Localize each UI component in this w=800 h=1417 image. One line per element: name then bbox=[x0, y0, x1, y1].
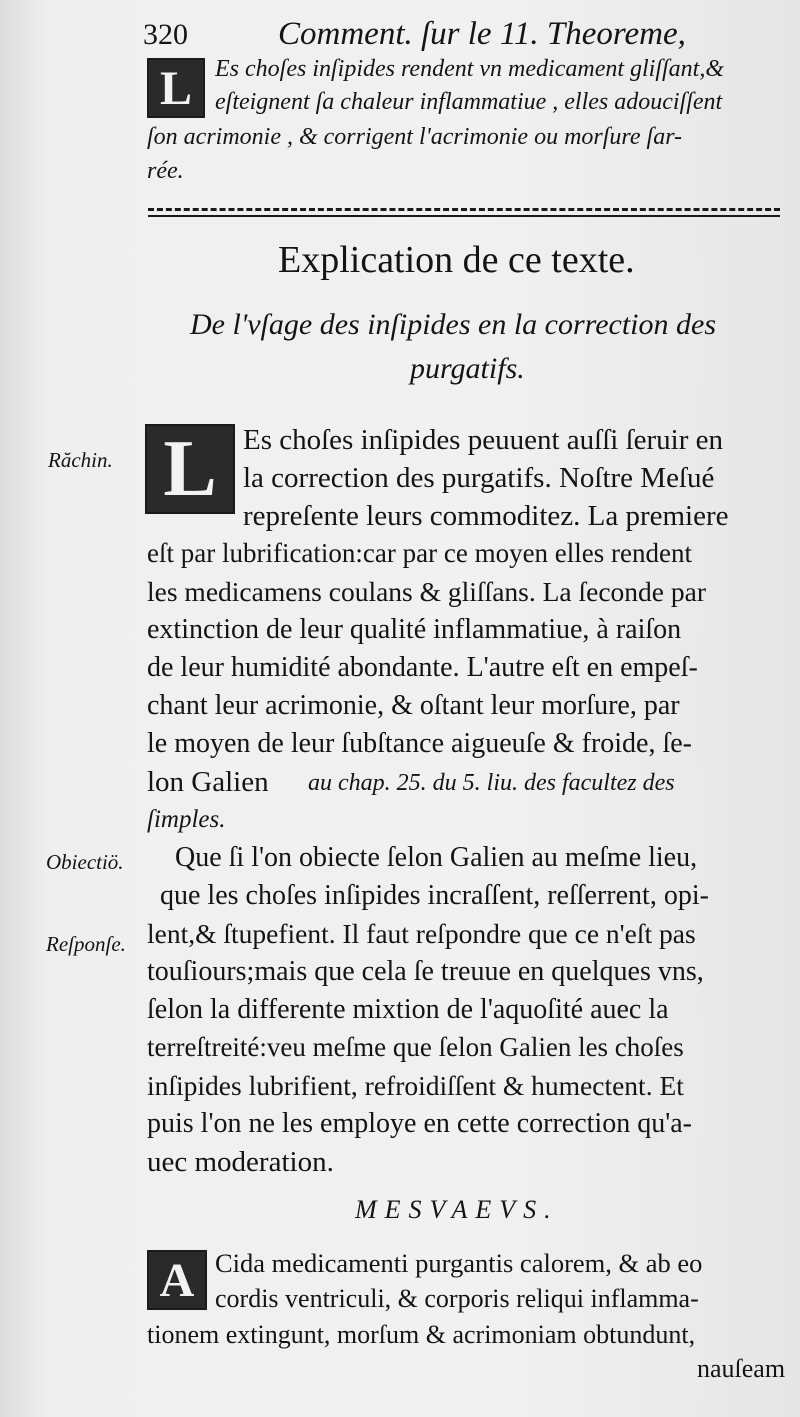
summary-line-2: eſteignent ſa chaleur inflammatiue , elles adouciſſent bbox=[215, 89, 723, 115]
citation-end: ſimples. bbox=[147, 806, 226, 833]
section-subheading-line-2: purgatifs. bbox=[410, 352, 525, 385]
body-line-10: lon Galien bbox=[147, 766, 269, 798]
body-line-17: inſipides lubrifient, refroidiſſent & humectent. Et bbox=[147, 1070, 684, 1101]
citation: au chap. 25. du 5. liu. des facultez des bbox=[308, 770, 675, 796]
catchword: nauſeam bbox=[697, 1354, 786, 1383]
separator-rule-solid bbox=[148, 215, 780, 217]
margin-note-responce: Reſponſe. bbox=[46, 932, 126, 956]
body-line-4: eſt par lubrification:car par ce moyen elles rendent bbox=[147, 538, 692, 568]
body-line-15: ſelon la differente mixtion de l'aquoſité auec la bbox=[147, 994, 669, 1025]
latin-line-2: cordis ventriculi, & corporis reliqui inflamma- bbox=[215, 1284, 699, 1313]
ornamental-initial-latin: A bbox=[147, 1250, 207, 1310]
margin-note-rachin: Răchin. bbox=[48, 448, 113, 472]
body-line-7: de leur humidité abondante. L'autre eſt en empeſ- bbox=[147, 652, 698, 683]
running-title: Comment. ſur le 11. Theoreme, bbox=[278, 16, 686, 52]
body-line-1: Es choſes inſipides peuuent auſſi ſeruir en bbox=[243, 424, 723, 456]
body-line-11: Que ſi l'on obiecte ſelon Galien au meſme lieu, bbox=[175, 842, 698, 873]
body-line-16: terreſtreité:veu meſme que ſelon Galien les choſes bbox=[147, 1032, 684, 1062]
body-line-8: chant leur acrimonie, & oſtant leur morſure, par bbox=[147, 690, 680, 721]
ornamental-initial-summary: L bbox=[147, 58, 205, 118]
section-heading: Explication de ce texte. bbox=[278, 239, 635, 281]
ornamental-initial-body: L bbox=[145, 424, 235, 514]
section-subheading-line-1: De l'vſage des inſipides en la correction des bbox=[190, 308, 717, 341]
body-line-13: lent,& ſtupefient. Il faut reſpondre que ce n'eſt pas bbox=[147, 918, 696, 949]
body-line-12: que les choſes inſipides incraſſent, reſſerrent, opi- bbox=[160, 880, 709, 911]
body-line-9: le moyen de leur ſubſtance aigueuſe & froide, ſe- bbox=[147, 728, 693, 759]
latin-line-3: tionem extingunt, morſum & acrimoniam obtundunt, bbox=[147, 1320, 696, 1349]
separator-rule-dashed bbox=[148, 208, 780, 211]
latin-heading: MESVAEVS. bbox=[355, 1195, 559, 1224]
page-number: 320 bbox=[143, 18, 188, 51]
summary-line-4: rée. bbox=[147, 158, 184, 184]
latin-line-1: Cida medicamenti purgantis calorem, & ab eo bbox=[215, 1248, 703, 1278]
body-line-6: extinction de leur qualité inflammatiue, à raiſon bbox=[147, 614, 682, 645]
summary-line-1: Es choſes inſipides rendent vn medicament gliſſant,& bbox=[215, 56, 725, 82]
body-line-18: puis l'on ne les employe en cette correction qu'a- bbox=[147, 1108, 693, 1139]
body-line-5: les medicamens coulans & gliſſans. La ſeconde par bbox=[147, 576, 706, 607]
body-line-14: touſiours;mais que cela ſe treuue en quelques vns, bbox=[147, 956, 704, 987]
body-line-2: la correction des purgatifs. Noſtre Meſué bbox=[243, 462, 715, 494]
body-line-19: uec moderation. bbox=[147, 1146, 334, 1178]
summary-line-3: ſon acrimonie , & corrigent l'acrimonie ou morſure ſar- bbox=[147, 124, 683, 150]
body-line-3: repreſente leurs commoditez. La premiere bbox=[243, 500, 729, 532]
margin-note-obiectio: Obiectiö. bbox=[46, 850, 124, 874]
